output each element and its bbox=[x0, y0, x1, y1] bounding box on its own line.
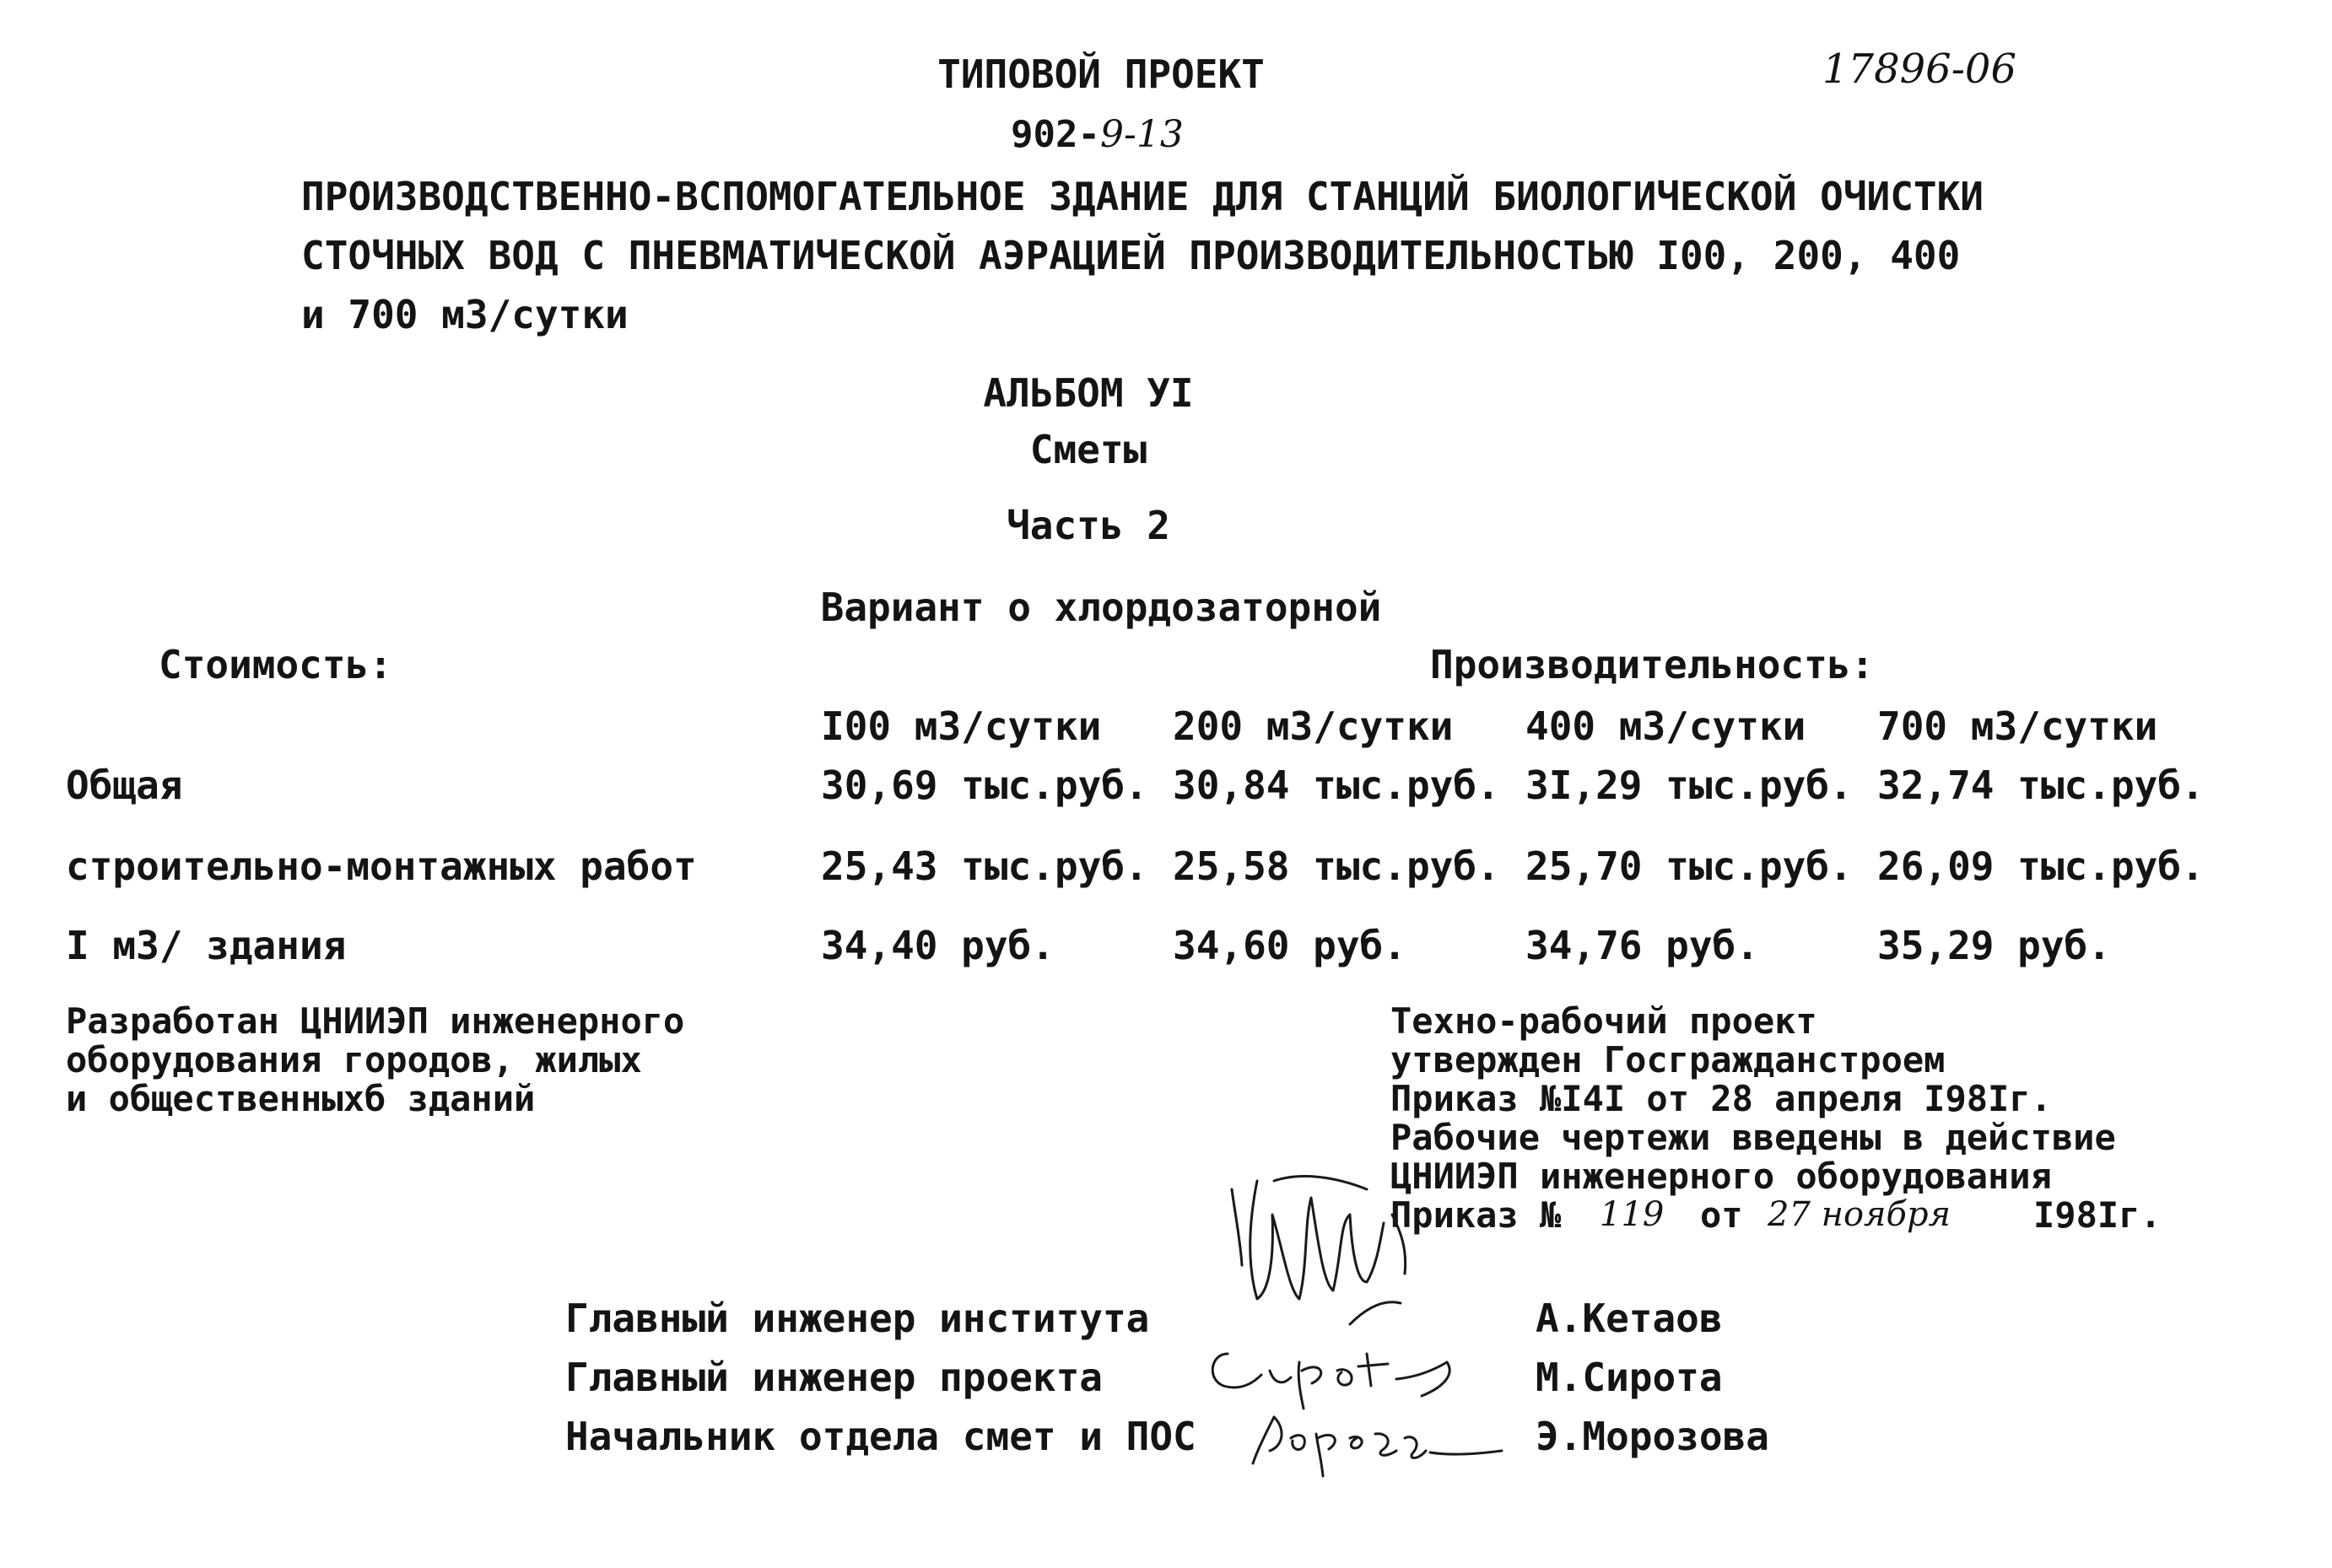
developer-line: и общественныхб зданий bbox=[66, 1078, 536, 1119]
part-number: Часть 2 bbox=[1007, 503, 1170, 548]
approval-line: ЦНИИЭП инженерного оборудования bbox=[1390, 1156, 2052, 1197]
variant-title: Вариант о хлордозаторной bbox=[820, 585, 1382, 630]
signatory-position: Главный инженер проекта bbox=[565, 1355, 1103, 1400]
project-code bbox=[1011, 113, 1184, 156]
signatory-position: Начальник отдела смет и ПОС bbox=[565, 1414, 1196, 1459]
cost-value: 34,76 руб. bbox=[1525, 923, 1759, 968]
signatory-position: Главный инженер института bbox=[565, 1296, 1150, 1341]
approval-order-year: I98Iг. bbox=[2033, 1194, 2162, 1236]
signatory-name: А.Кетаов bbox=[1536, 1296, 1723, 1341]
column-header: I00 м3/сутки bbox=[821, 703, 1102, 749]
inventory-number: 17896-06 bbox=[1822, 46, 2016, 93]
title-line-3: и 700 м3/сутки bbox=[301, 292, 629, 337]
album-number: АЛЬБОМ УI bbox=[983, 370, 1194, 416]
approval-line: утвержден Госгражданстроем bbox=[1390, 1039, 1946, 1080]
column-header: 700 м3/сутки bbox=[1877, 703, 2158, 749]
developer-line: Разработан ЦНИИЭП инженерного bbox=[66, 1000, 685, 1042]
approval-order-from: от bbox=[1700, 1194, 1743, 1236]
signatory-name: М.Сирота bbox=[1536, 1355, 1723, 1400]
cost-value: 34,60 руб. bbox=[1173, 923, 1406, 968]
approval-line: Приказ №I4I от 28 апреля I98Iг. bbox=[1390, 1078, 2052, 1119]
project-code-prefix: 902- bbox=[1011, 113, 1100, 156]
cost-value: 30,84 тыс.руб. bbox=[1173, 762, 1500, 808]
signature-chief-engineer-institute bbox=[1223, 1164, 1476, 1350]
signature-head-of-estimates bbox=[1240, 1400, 1510, 1484]
cost-heading: Стоимость: bbox=[159, 642, 392, 687]
cost-value: 25,58 тыс.руб. bbox=[1173, 843, 1500, 889]
column-header: 200 м3/сутки bbox=[1173, 703, 1454, 749]
cost-value: 35,29 руб. bbox=[1877, 923, 2111, 968]
doc-type: ТИПОВОЙ ПРОЕКТ bbox=[937, 51, 1265, 97]
cost-value: 32,74 тыс.руб. bbox=[1877, 762, 2205, 808]
cost-value: 25,43 тыс.руб. bbox=[821, 843, 1148, 889]
approval-order-date: 27 ноября bbox=[1768, 1195, 1951, 1234]
approval-line: Рабочие чертежи введены в действие bbox=[1390, 1117, 2116, 1158]
approval-order-prefix: Приказ № bbox=[1390, 1194, 1562, 1236]
title-line-1: ПРОИЗВОДСТВЕННО-ВСПОМОГАТЕЛЬНОЕ ЗДАНИЕ ДЛЯ СТАНЦИЙ БИОЛОГИЧЕСКОЙ ОЧИСТКИ bbox=[301, 174, 1984, 219]
developer-line: оборудования городов, жилых bbox=[66, 1039, 642, 1080]
approval-line: Техно-рабочий проект bbox=[1390, 1000, 1817, 1042]
signatory-name: Э.Морозова bbox=[1536, 1414, 1769, 1459]
album-subject: Сметы bbox=[1029, 427, 1147, 472]
title-line-2: СТОЧНЫХ ВОД С ПНЕВМАТИЧЕСКОЙ АЭРАЦИЕЙ ПРОИЗВОДИТЕЛЬНОСТЬЮ I00, 200, 400 bbox=[301, 233, 1961, 278]
cost-value: 30,69 тыс.руб. bbox=[821, 762, 1148, 808]
cost-value: 25,70 тыс.руб. bbox=[1525, 843, 1853, 889]
row-label: строительно-монтажных работ bbox=[66, 843, 697, 889]
capacity-heading: Производительность: bbox=[1430, 642, 1875, 687]
approval-order-number: 119 bbox=[1600, 1195, 1665, 1234]
column-header: 400 м3/сутки bbox=[1525, 703, 1806, 749]
cost-value: 3I,29 тыс.руб. bbox=[1525, 762, 1853, 808]
cost-value: 26,09 тыс.руб. bbox=[1877, 843, 2205, 889]
cost-value: 34,40 руб. bbox=[821, 923, 1055, 968]
row-label: I м3/ здания bbox=[66, 923, 347, 968]
row-label: Общая bbox=[66, 762, 183, 808]
project-code-handwritten: 9-13 bbox=[1099, 113, 1184, 156]
